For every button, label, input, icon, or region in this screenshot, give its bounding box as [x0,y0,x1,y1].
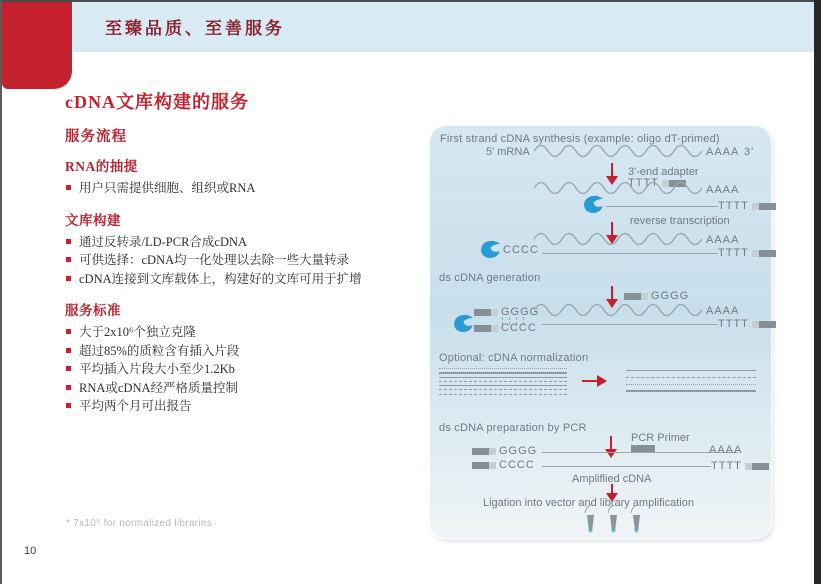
pcr-primer-label: PCR Primer [631,432,690,444]
polya-tail-label: AAAA [706,234,740,246]
list-item [65,270,423,289]
mrna-wave-line [534,231,702,245]
cccc-box-group [474,322,537,334]
tttt-box-group [718,318,776,330]
dna-line [439,372,567,374]
tube-icon [628,504,644,534]
dna-line [626,390,756,392]
tttt-label: TTTT [711,460,742,472]
library-bullet-list [65,233,423,289]
reverse-transcription-label: reverse transcription [630,215,730,227]
list-item [65,323,423,342]
bullet-square-icon [66,185,71,190]
list-item [65,233,423,252]
tttt-label: TTTT [718,200,749,212]
list-item [65,251,423,270]
primer-box-icon [474,309,498,316]
footnote: * 7x10⁵ for normalized libraries [66,518,213,529]
dna-line [626,370,756,371]
ligation-label: Ligation into vector and library amplification [483,497,694,509]
header-band [72,2,814,52]
list-item [65,179,423,198]
page-right-border [814,0,821,584]
tttt-box-group [718,247,776,259]
polya-tail-label: AAAA [706,305,740,317]
three-prime-label: 3' [744,146,755,158]
list-item [65,360,423,379]
list-item-text: 可供选择：cDNA均一化处理以去除一些大量转录 [79,253,350,267]
mrna-label: 5' mRNA [486,146,530,158]
header-slogan: 至臻品质、至善服务 [105,19,285,38]
diagram-step1-title: First strand cDNA synthesis (example: oligo dT-primed) [440,133,720,145]
bullet-square-icon [66,403,71,408]
reverse-transcriptase-enzyme-icon [453,314,475,332]
list-item-text: 平均两个月可出报告 [79,399,192,413]
diagram-step2-title: ds cDNA generation [439,272,541,284]
primer-box-icon [472,462,496,469]
diagram-step3-title: Optional: cDNA normalization [439,352,589,364]
tube-icon [605,504,621,534]
list-item-text: 平均插入片段大小至少1.2Kb [79,362,235,376]
list-item [65,379,423,398]
adapter-label: 3'-end adapter [628,166,699,178]
dna-line [439,368,567,369]
mrna-wave-line [534,143,702,157]
list-item-text: RNA或cDNA经严格质量控制 [79,380,239,395]
dna-line [439,381,567,382]
primer-box-icon [624,293,648,300]
section-heading-rna: RNA的抽提 [65,159,138,174]
dna-line [626,377,756,378]
mrna-wave-line [534,180,702,194]
bullet-square-icon [66,348,71,353]
list-item-text: 大于2x10⁶个独立克隆 [79,325,196,339]
bullet-square-icon [66,329,71,334]
adapter-box-icon [752,203,776,210]
cdna-strand-line [542,324,718,325]
bullet-square-icon [66,239,71,244]
list-item-text: 通过反转录/LD-PCR合成cDNA [79,234,248,249]
normalization-after-block [626,370,756,392]
adapter-box-icon [752,250,776,257]
section-heading-library: 文库构建 [65,212,121,228]
down-arrow-icon [604,436,618,458]
cccc-label: CCCC [499,459,535,471]
tttt-label: TTTT [718,318,749,330]
diagram-step4-title: ds cDNA preparation by PCR [439,422,587,434]
dna-line [439,389,567,390]
cccc-label: CCCC [503,244,539,256]
right-arrow-icon [582,374,608,388]
page-left-border [0,0,2,584]
bullet-square-icon [66,385,71,390]
tttt-box-group [718,200,776,212]
gggg-primer-group [624,290,689,302]
dna-line [439,394,567,395]
pcr-primer-box-icon [631,445,655,452]
bullet-square-icon [66,366,71,371]
rna-bullet-list [65,179,423,198]
cdna-strand-line [606,206,718,207]
dna-line [439,377,567,378]
list-item [65,342,423,361]
adapter-box-icon [752,321,776,328]
gggg-label: GGGG [651,290,690,302]
adapter-box-icon [745,463,769,470]
brand-red-block [2,2,72,89]
content-column [65,88,423,420]
polya-tail-label: AAAA [709,444,743,456]
tttt-label: TTTT [628,177,659,189]
cccc-box-group [472,459,535,471]
dna-line [439,385,567,386]
cdna-strand-line [542,253,718,254]
gggg-label: GGGG [501,306,540,318]
dna-line [626,384,756,385]
page-title: cDNA文库构建的服务 [65,92,249,112]
page-number: 10 [24,545,37,557]
bullet-square-icon [66,257,71,262]
standards-bullet-list [65,323,423,416]
polya-tail-label: AAAA [706,146,740,158]
cccc-label: CCCC [501,322,537,334]
section-heading-standards: 服务标准 [65,303,121,318]
gggg-box-group [472,445,537,457]
service-flow-heading: 服务流程 [65,129,127,145]
polya-tail-label: AAAA [706,184,740,196]
tttt-box-group [711,460,769,472]
list-item-text: 用户只需提供细胞、组织或RNA [79,181,256,195]
amplified-cdna-label: Ampliflied cDNA [572,473,652,485]
primer-box-icon [474,325,498,332]
primer-box-icon [472,448,496,455]
mrna-wave-line [534,302,702,316]
bullet-square-icon [66,276,71,281]
list-item-text: 超过85%的质粒含有插入片段 [79,343,240,358]
reverse-transcriptase-enzyme-icon [480,240,502,258]
tube-icon [582,504,598,534]
normalization-before-block [439,368,567,395]
gggg-label: GGGG [499,445,538,457]
tttt-label: TTTT [718,247,749,259]
list-item-text: cDNA连接到文库载体上，构建好的文库可用于扩增 [79,271,362,286]
list-item [65,397,423,416]
cdna-diagram-panel [430,126,771,538]
reverse-transcriptase-enzyme-icon [583,195,605,213]
cdna-strand-line [542,466,711,467]
